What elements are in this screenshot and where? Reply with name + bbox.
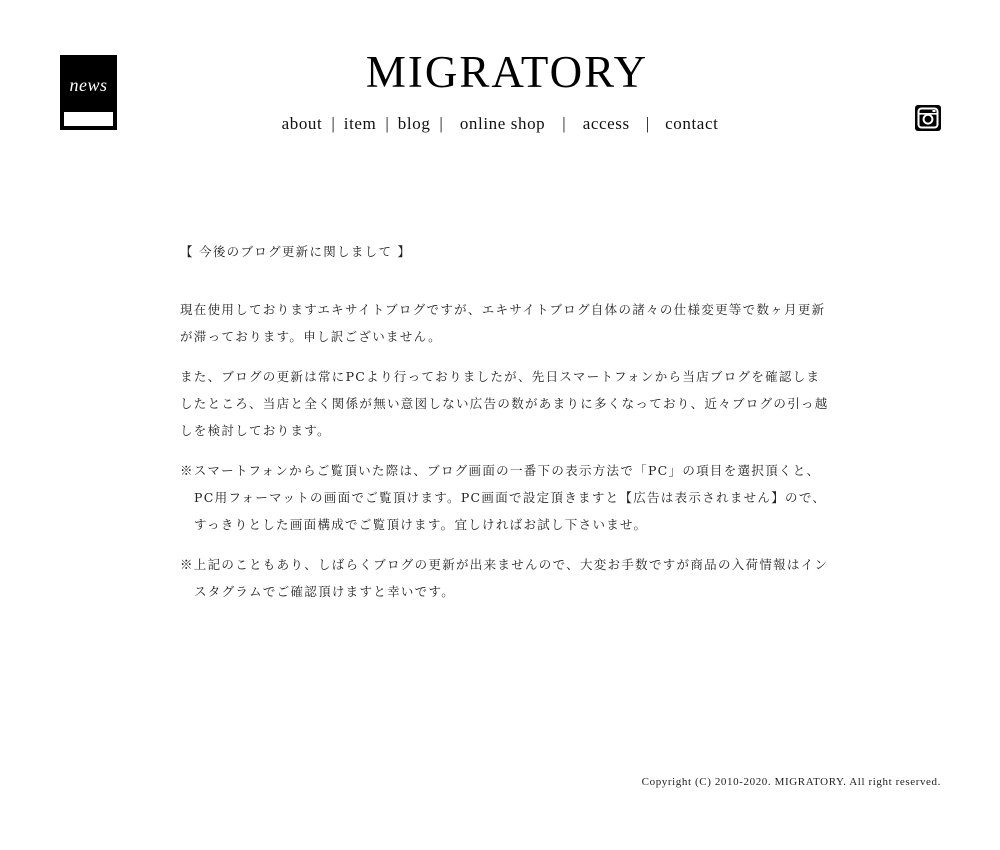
nav-item[interactable]: item — [343, 114, 377, 133]
nav-blog[interactable]: blog — [397, 114, 431, 133]
nav-separator: | — [562, 114, 566, 133]
nav-separator: | — [385, 114, 389, 133]
main-nav — [0, 112, 1000, 136]
nav-online-shop[interactable]: online shop — [459, 114, 546, 133]
site-logo[interactable]: MIGRATORY — [365, 47, 649, 97]
nav-access[interactable]: access — [582, 114, 630, 133]
news-label: news — [69, 75, 108, 95]
article-title: 【 今後のブログ更新に関しまして 】 — [180, 244, 412, 259]
copyright: Copyright (C) 2010-2020. MIGRATORY. All right reserved. — [641, 776, 941, 788]
blog-notice — [180, 242, 830, 618]
nav-separator: | — [331, 114, 335, 133]
nav-about[interactable]: about — [281, 114, 323, 133]
instagram-icon[interactable] — [915, 105, 941, 131]
nav-contact[interactable]: contact — [665, 114, 719, 133]
nav-separator: | — [645, 114, 650, 133]
article-note: ※スマートフォンからご覧頂いた際は、ブログ画面の一番下の表示方法で「PC」の項目を選択頂くと、PC用フォーマットの画面でご覧頂けます。PC画面で設定頂きますと【広告は表示されません】ので、すっきりとした画面構成でご覧頂けます。宜しければお試し下さいませ。 — [180, 463, 827, 532]
nav-separator: | — [439, 114, 443, 133]
article-note: ※上記のこともあり、しばらくブログの更新が出来ませんので、大変お手数ですが商品の入荷情報はインスタグラムでご確認頂けますと幸いです。 — [180, 557, 829, 599]
article-paragraph: また、ブログの更新は常にPCより行っておりましたが、先日スマートフォンから当店ブログを確認しましたところ、当店と全く関係が無い意図しない広告の数があまりに多くなっており、近々ブログの引っ越しを検討しております。 — [180, 369, 829, 438]
article-paragraph: 現在使用しておりますエキサイトブログですが、エキサイトブログ自体の諸々の仕様変更等で数ヶ月更新が滞っております。申し訳ございません。 — [180, 302, 826, 344]
